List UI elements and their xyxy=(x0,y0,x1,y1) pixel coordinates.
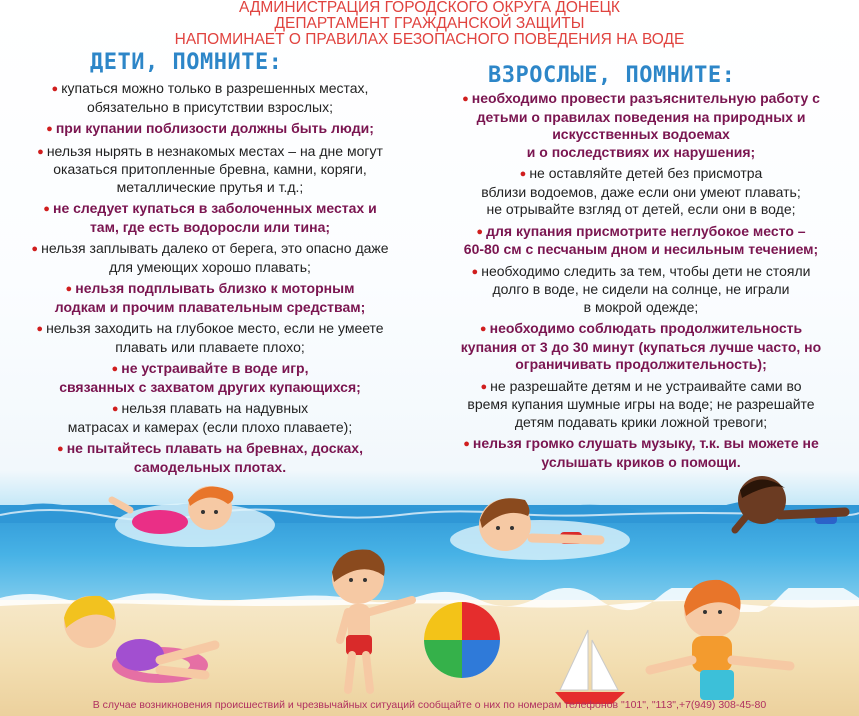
adults-rule-line: для купания присмотрите неглубокое место – xyxy=(486,222,806,239)
kids-rule-line: самодельных плотах. xyxy=(133,458,287,475)
header-line-2: ДЕПАРТАМЕНТ ГРАЖДАНСКОЙ ЗАЩИТЫ xyxy=(274,15,585,32)
sitting-girl-bucket xyxy=(650,580,790,700)
kids-rule-line: нельзя подплывать близко к моторным xyxy=(75,280,355,296)
kids-rule-line: оказаться притопленные бревна, камни, коряги, xyxy=(53,161,367,177)
kids-rule-line: плавать или плаваете плохо; xyxy=(115,338,305,355)
kids-rule-line: при купании поблизости должны быть люди; xyxy=(55,120,374,136)
adults-rule-line: долго в воде, не сидели на солнце, не играли xyxy=(492,281,790,297)
header xyxy=(0,0,859,48)
adults-rule xyxy=(428,223,854,259)
adults-rule xyxy=(428,165,854,219)
swimming-boy-dark xyxy=(735,476,845,530)
footer-emergency-phones: В случае возникновения происшествий и чрезвычайных ситуаций сообщайте о них по номерам телефонов "101", "113",+7(949) 308-45-80 xyxy=(92,699,767,711)
adults-rule-line: и о последствиях их нарушения; xyxy=(526,143,756,160)
kids-rule-line: не устраивайте в воде игр, xyxy=(121,360,309,376)
bullet-icon: ● xyxy=(462,93,472,105)
header-line-3: НАПОМИНАЕТ О ПРАВИЛАХ БЕЗОПАСНОГО ПОВЕДЕНИЯ НА ВОДЕ xyxy=(174,31,685,48)
adults-rule-line: искусственных водоемах xyxy=(552,126,730,142)
kids-rule xyxy=(0,120,420,139)
adults-rule xyxy=(428,378,854,432)
adults-rule-line: необходимо провести разъяснительную работу с xyxy=(471,90,820,106)
bullet-icon: ● xyxy=(57,443,67,455)
kids-rule xyxy=(0,200,420,236)
swimming-boy xyxy=(450,498,630,560)
beach-illustration xyxy=(0,470,859,710)
adults-rule xyxy=(428,435,854,471)
toy-sailboat xyxy=(555,630,625,704)
bullet-icon: ● xyxy=(519,168,530,180)
kids-rule-line: нельзя плавать на надувных xyxy=(121,400,309,416)
bullet-icon: ● xyxy=(65,283,76,295)
adults-rule-line: купания от 3 до 30 минут (купаться лучше часто, но xyxy=(460,338,822,355)
sitting-girl xyxy=(64,596,215,683)
kids-rule xyxy=(0,280,420,316)
kids-rule-line: металлические прутья и т.д.; xyxy=(116,178,304,195)
adults-rule-line: детьми о правилах поведения на природных и xyxy=(476,108,806,125)
bullet-icon: ● xyxy=(51,83,62,95)
kids-rule xyxy=(0,360,420,396)
bullet-icon: ● xyxy=(43,203,53,215)
bullet-icon: ● xyxy=(471,265,482,278)
kids-rule xyxy=(0,320,420,356)
adults-rule-line: не отрывайте взгляд от детей, если они в воде; xyxy=(486,201,796,217)
bullet-icon: ● xyxy=(46,123,56,135)
bullet-icon: ● xyxy=(111,363,122,375)
kids-rule xyxy=(0,143,420,197)
beach-ball xyxy=(424,602,500,678)
bullet-icon: ● xyxy=(111,403,122,415)
adults-rule-line: необходимо соблюдать продолжительность xyxy=(489,320,803,336)
kids-rule-line: нельзя нырять в незнакомых местах – на дне могут xyxy=(46,142,383,159)
kids-rule-line: не пытайтесь плавать на бревнах, досках, xyxy=(66,440,363,456)
adults-rules-list xyxy=(428,90,854,475)
bullet-icon: ● xyxy=(37,145,47,158)
bullet-icon: ● xyxy=(476,225,487,238)
kids-title: ДЕТИ, ПОМНИТЕ: xyxy=(90,50,283,75)
kids-rule xyxy=(0,400,420,436)
kids-rule-line: связанных с захватом других купающихся; xyxy=(59,378,361,395)
kids-rule-line: не следует купаться в заболоченных местах и xyxy=(52,200,377,216)
adults-rule-line: время купания шумные игры на воде; не разрешайте xyxy=(467,396,815,412)
adults-rule-line: услышать криков о помощи. xyxy=(541,453,741,470)
adults-rule-line: вблизи водоемов, даже если они умеют плавать; xyxy=(481,183,801,200)
adults-rule xyxy=(428,320,854,374)
adults-rule-line: 60-80 см с песчаным дном и несильным течением; xyxy=(463,241,819,257)
kids-rules-list xyxy=(0,80,420,480)
kids-rule-line: матрасах и камерах (если плохо плаваете); xyxy=(67,418,353,435)
kids-rule xyxy=(0,80,420,116)
adults-rule-line: детям подавать крики ложной тревоги; xyxy=(514,413,768,430)
bullet-icon: ● xyxy=(480,380,491,393)
header-line-1: АДМИНИСТРАЦИЯ ГОРОДСКОГО ОКРУГА ДОНЕЦК xyxy=(239,0,620,16)
kids-rule xyxy=(0,440,420,476)
adults-rule xyxy=(428,263,854,317)
adults-rule-line: ограничивать продолжительность); xyxy=(515,356,767,372)
adults-rule-line: не разрешайте детям и не устраивайте сами во xyxy=(490,377,802,394)
kids-rule-line: купаться можно только в разрешенных местах, xyxy=(61,80,369,96)
kids-rule-line: лодкам и прочим плавательным средствам; xyxy=(54,298,366,315)
adults-rule-line: нельзя громко слушать музыку, т.к. вы можете не xyxy=(472,435,819,451)
kids-rule xyxy=(0,240,420,276)
adults-rule-line: не оставляйте детей без присмотра xyxy=(529,165,763,181)
adults-title: ВЗРОСЛЫЕ, ПОМНИТЕ: xyxy=(488,63,736,88)
bullet-icon: ● xyxy=(463,438,473,450)
kids-rule-line: нельзя заходить на глубокое место, если не умеете xyxy=(46,320,384,336)
bullet-icon: ● xyxy=(36,323,47,335)
adults-rule xyxy=(428,90,854,161)
kids-rule-line: там, где есть водоросли или тина; xyxy=(89,218,331,235)
adults-rule-line: в мокрой одежде; xyxy=(583,298,699,315)
kids-rule-line: для умеющих хорошо плавать; xyxy=(109,258,311,275)
adults-rule-line: необходимо следить за тем, чтобы дети не стояли xyxy=(481,262,811,279)
kids-rule-line: нельзя заплывать далеко от берега, это опасно даже xyxy=(41,240,389,256)
kids-rule-line: обязательно в присутствии взрослых; xyxy=(87,98,333,115)
bullet-icon: ● xyxy=(31,243,42,255)
swimming-girl xyxy=(112,486,275,547)
standing-boy xyxy=(332,549,412,690)
bullet-icon: ● xyxy=(479,323,490,335)
